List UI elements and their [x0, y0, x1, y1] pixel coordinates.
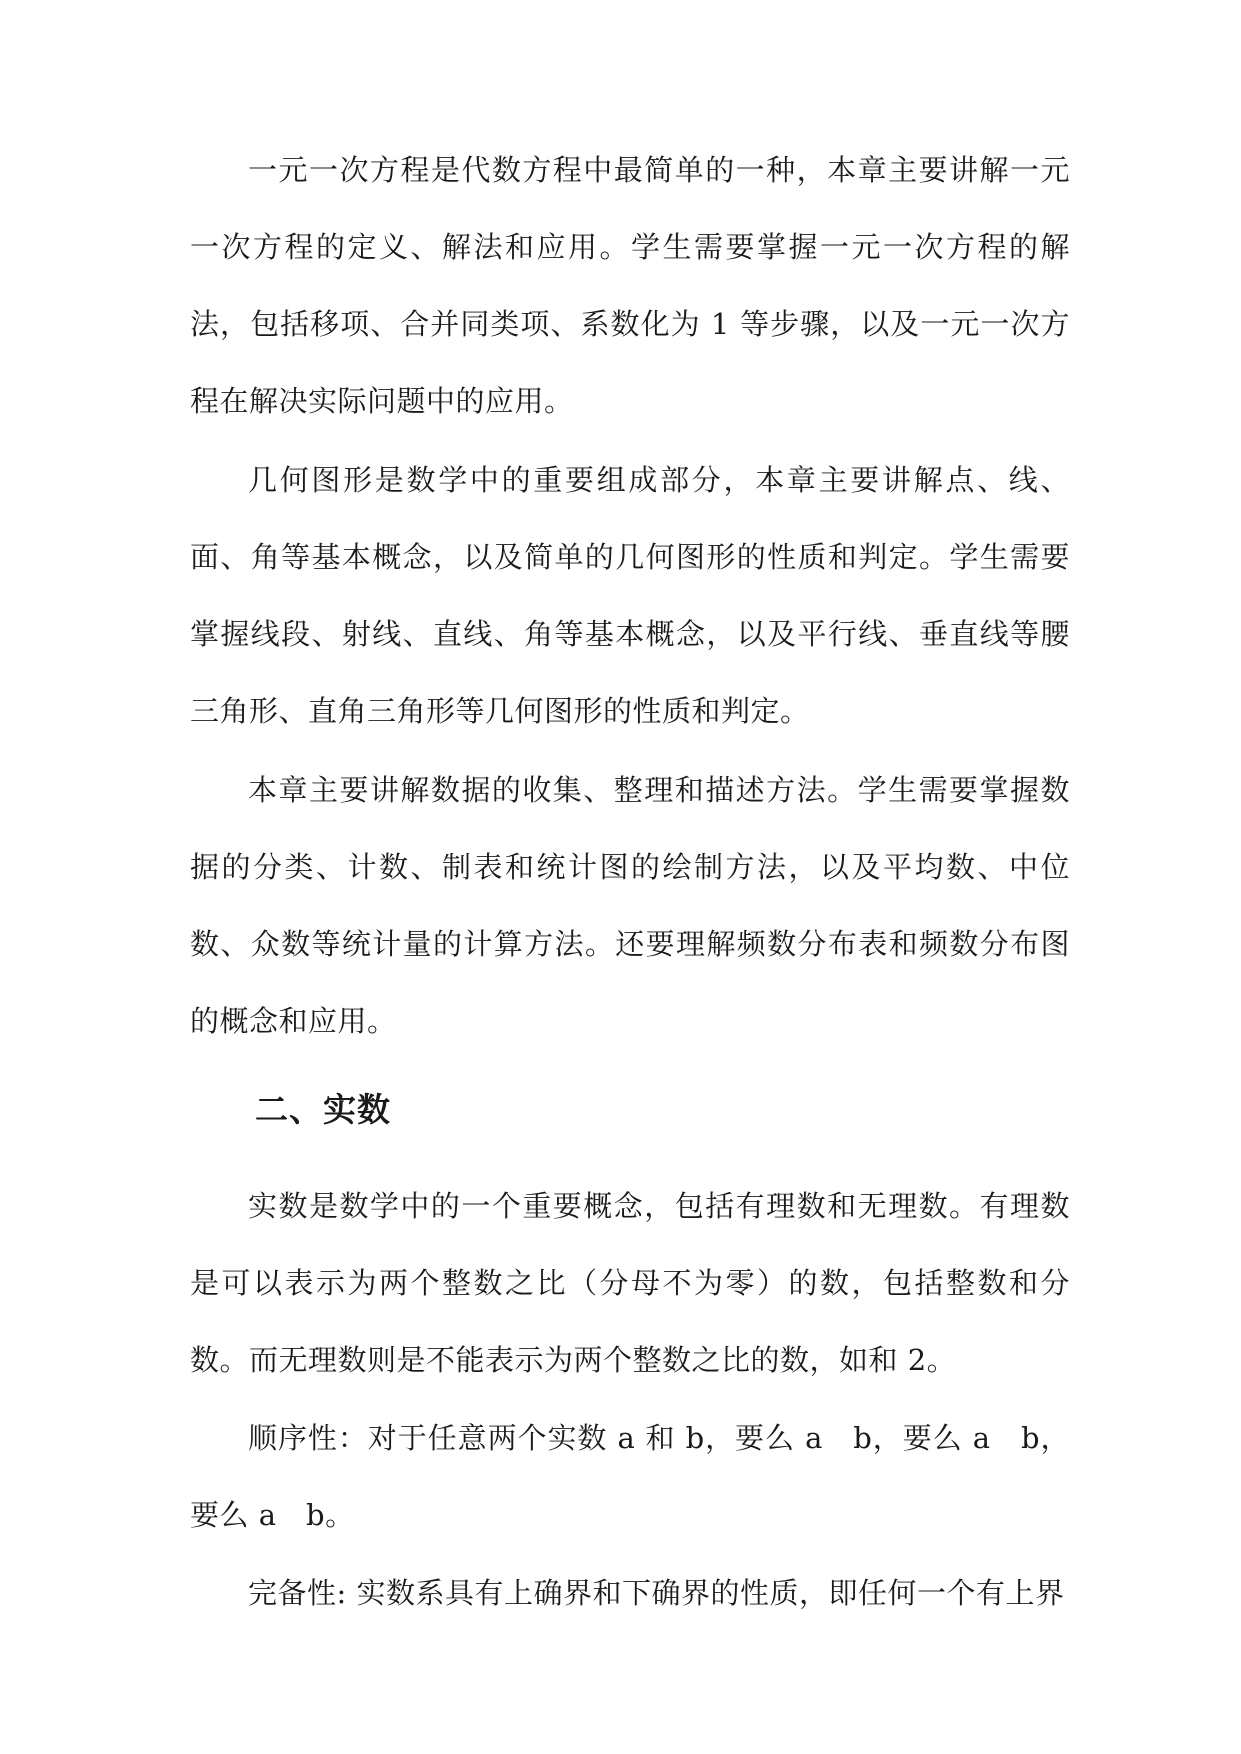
paragraph-ordering-property: 顺序性：对于任意两个实数 a 和 b，要么 a b，要么 a b，要么 a b。: [190, 1421, 1070, 1532]
paragraph-completeness-property: 完备性: 实数系具有上确界和下确界的性质，即任何一个有上界: [248, 1576, 1065, 1610]
paragraph-linear-equations: 一元一次方程是代数方程中最简单的一种，本章主要讲解一元一次方程的定义、解法和应用。学生需要掌握一元一次方程的解法，包括移项、合并同类项、系数化为 1 等步骤，以及一元一次方程在解决实际问题中的应用。: [190, 153, 1070, 418]
paragraph-geometry: 几何图形是数学中的重要组成部分，本章主要讲解点、线、面、角等基本概念，以及简单的几何图形的性质和判定。学生需要掌握线段、射线、直线、角等基本概念，以及平行线、垂直线等腰三角形、直角三角形等几何图形的性质和判定。: [190, 463, 1070, 728]
paragraph-real-numbers-definition: 实数是数学中的一个重要概念，包括有理数和无理数。有理数是可以表示为两个整数之比（分母不为零）的数，包括整数和分数。而无理数则是不能表示为两个整数之比的数，如和 2。: [190, 1189, 1070, 1377]
paragraph-statistics: 本章主要讲解数据的收集、整理和描述方法。学生需要掌握数据的分类、计数、制表和统计图的绘制方法，以及平均数、中位数、众数等统计量的计算方法。还要理解频数分布表和频数分布图的概念和应用。: [190, 773, 1070, 1038]
section-heading-real-numbers: 二、实数: [255, 1090, 391, 1129]
